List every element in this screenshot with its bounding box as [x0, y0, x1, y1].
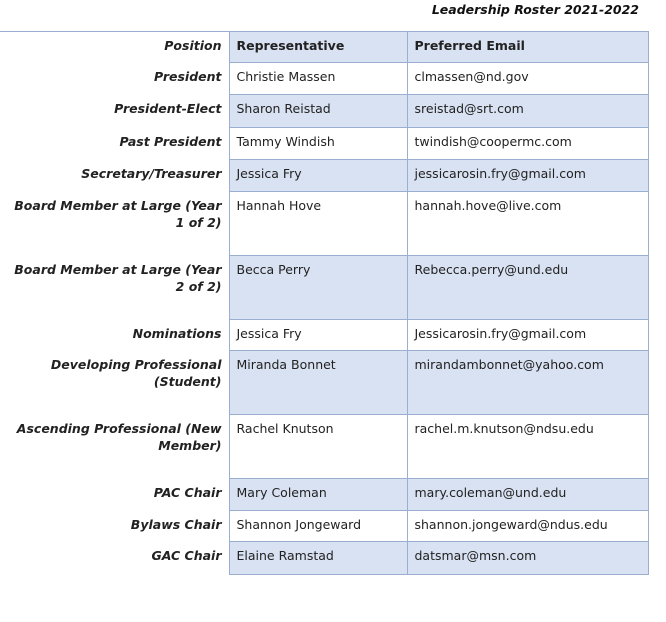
representative-cell: Mary Coleman [229, 479, 407, 511]
position-cell: Bylaws Chair [0, 511, 229, 542]
representative-cell: Becca Perry [229, 256, 407, 320]
position-cell: Nominations [0, 320, 229, 351]
table-row [0, 160, 648, 192]
position-cell: President-Elect [0, 95, 229, 128]
email-cell: hannah.hove@live.com [407, 192, 648, 256]
position-cell: Past President [0, 128, 229, 160]
email-cell: twindish@coopermc.com [407, 128, 648, 160]
table-row [0, 511, 648, 542]
table-row [0, 95, 648, 128]
position-cell: PAC Chair [0, 479, 229, 511]
email-cell: mirandambonnet@yahoo.com [407, 351, 648, 415]
email-cell: shannon.jongeward@ndus.edu [407, 511, 648, 542]
representative-cell: Tammy Windish [229, 128, 407, 160]
email-cell: Rebecca.perry@und.edu [407, 256, 648, 320]
table-row [0, 351, 648, 415]
position-cell: Secretary/Treasurer [0, 160, 229, 192]
table-row [0, 128, 648, 160]
representative-cell: Elaine Ramstad [229, 542, 407, 575]
roster-title: Leadership Roster 2021-2022 [431, 2, 639, 17]
email-cell: sreistad@srt.com [407, 95, 648, 128]
email-cell: mary.coleman@und.edu [407, 479, 648, 511]
representative-cell: Miranda Bonnet [229, 351, 407, 415]
representative-cell: Shannon Jongeward [229, 511, 407, 542]
position-cell: Ascending Professional (New Member) [0, 415, 229, 479]
representative-cell: Sharon Reistad [229, 95, 407, 128]
header-email: Preferred Email [407, 32, 648, 63]
position-cell: Board Member at Large (Year 1 of 2) [0, 192, 229, 256]
position-cell: Developing Professional (Student) [0, 351, 229, 415]
representative-cell: Rachel Knutson [229, 415, 407, 479]
table-row [0, 320, 648, 351]
table-row [0, 192, 648, 256]
representative-cell: Hannah Hove [229, 192, 407, 256]
table-row [0, 63, 648, 95]
position-cell: Board Member at Large (Year 2 of 2) [0, 256, 229, 320]
representative-cell: Jessica Fry [229, 320, 407, 351]
email-cell: datsmar@msn.com [407, 542, 648, 575]
table-row [0, 542, 648, 575]
table-row [0, 256, 648, 320]
representative-cell: Jessica Fry [229, 160, 407, 192]
email-cell: Jessicarosin.fry@gmail.com [407, 320, 648, 351]
position-cell: GAC Chair [0, 542, 229, 575]
position-cell: President [0, 63, 229, 95]
header-representative: Representative [229, 32, 407, 63]
leadership-roster-table [0, 31, 649, 575]
table-header-row [0, 32, 648, 63]
table-row [0, 415, 648, 479]
header-position: Position [0, 32, 229, 63]
table-row [0, 479, 648, 511]
email-cell: rachel.m.knutson@ndsu.edu [407, 415, 648, 479]
email-cell: clmassen@nd.gov [407, 63, 648, 95]
representative-cell: Christie Massen [229, 63, 407, 95]
email-cell: jessicarosin.fry@gmail.com [407, 160, 648, 192]
